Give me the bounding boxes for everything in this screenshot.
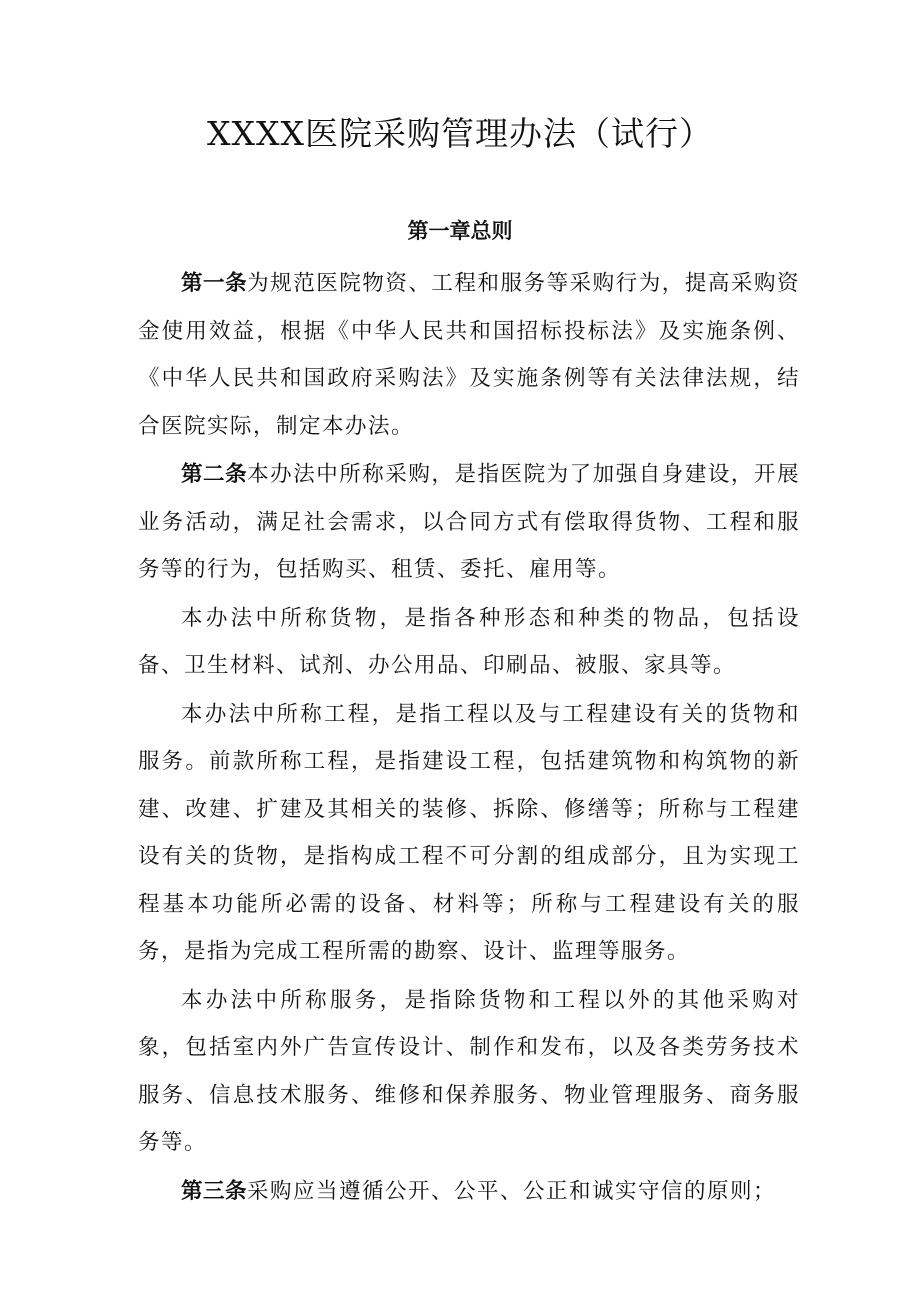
- services-definition-paragraph: [138, 977, 800, 1167]
- document-body: [138, 260, 800, 1215]
- article-2-text: 本办法中所称采购，是指医院为了加强自身建设，开展业务活动，满足社会需求，以合同方式有偿取得货物、工程和服务等的行为，包括购买、租赁、委托、雇用等。: [138, 462, 800, 582]
- article-1-text: 为规范医院物资、工程和服务等采购行为，提高采购资金使用效益，根据《中华人民共和国招标投标法》及实施条例、《中华人民共和国政府采购法》及实施条例等有关法律法规，结合医院实际，制定本办法。: [138, 271, 800, 439]
- services-definition-text: 本办法中所称服务，是指除货物和工程以外的其他采购对象，包括室内外广告宣传设计、制作和发布，以及各类劳务技术服务、信息技术服务、维修和保养服务、物业管理服务、商务服务等。: [138, 987, 800, 1155]
- article-3-lead: 第三条: [181, 1178, 248, 1204]
- works-definition-text: 本办法中所称工程，是指工程以及与工程建设有关的货物和服务。前款所称工程，是指建设工程，包括建筑物和构筑物的新建、改建、扩建及其相关的装修、拆除、修缮等；所称与工程建设有关的货物，是指构成工程不可分割的组成部分，且为实现工程基本功能所必需的设备、材料等；所称与工程建设有关的服务，是指为完成工程所需的勘察、设计、监理等服务。: [138, 701, 800, 964]
- goods-definition-text: 本办法中所称货物，是指各种形态和种类的物品，包括设备、卫生材料、试剂、办公用品、印刷品、被服、家具等。: [138, 605, 800, 678]
- chapter-heading: 第一章总则: [407, 219, 513, 243]
- works-definition-paragraph: [138, 691, 800, 976]
- document-title: XXXX医院采购管理办法（试行）: [207, 114, 713, 153]
- article-1-lead: 第一条: [181, 271, 248, 296]
- article-2-lead: 第二条: [181, 462, 248, 487]
- goods-definition-paragraph: [138, 595, 800, 690]
- article-3-text: 采购应当遵循公开、公平、公正和诚实守信的原则；: [247, 1178, 777, 1204]
- article-2-paragraph: [138, 451, 800, 594]
- article-3-paragraph: [138, 1168, 800, 1216]
- article-1-paragraph: [138, 260, 800, 450]
